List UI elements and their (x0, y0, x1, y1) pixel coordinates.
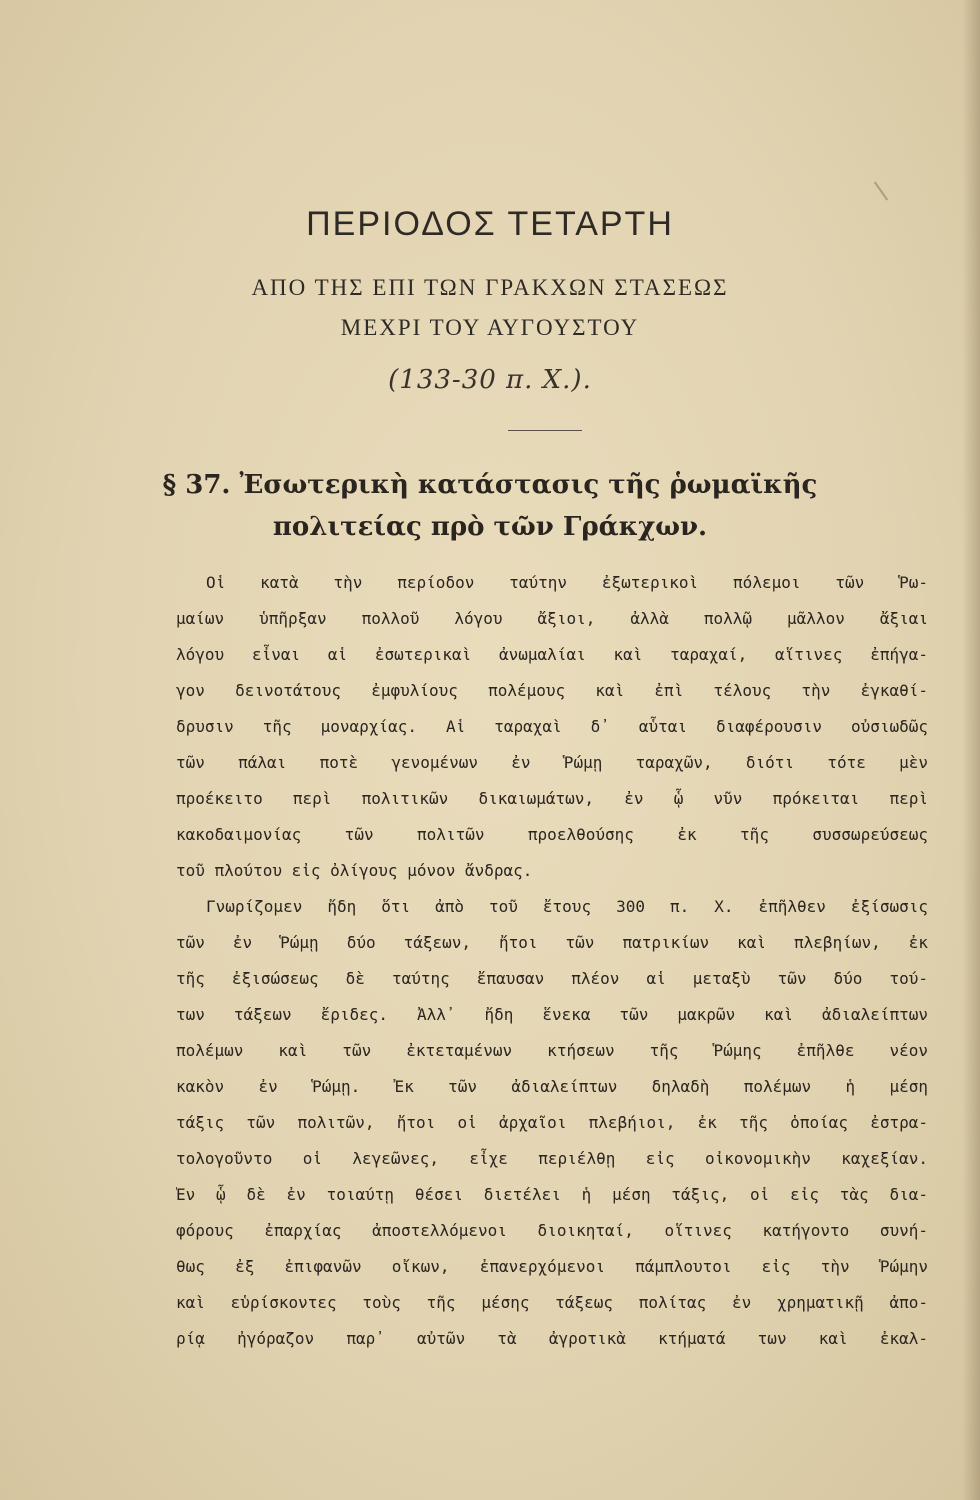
text-line: Γνωρίζομεν ἤδη ὅτι ἀπὸ τοῦ ἔτους 300 π. Χ. ἐπῆλθεν ἐξίσωσις (206, 897, 928, 916)
text-line: τάξις τῶν πολιτῶν, ἤτοι οἱ ἀρχαῖοι πλεβήιοι, ἐκ τῆς ὁποίας ἐστρα- (176, 1113, 928, 1132)
text-line: τοῦ πλούτου εἰς ὀλίγους μόνον ἄνδρας. (176, 861, 533, 880)
text-line: κακοδαιμονίας τῶν πολιτῶν προελθούσης ἐκ τῆς συσσωρεύσεως (176, 825, 928, 844)
text-line: κακὸν ἐν Ῥώμῃ. Ἐκ τῶν ἀδιαλείπτων δηλαδὴ πολέμων ἡ μέση (176, 1077, 928, 1096)
text-line: Ἐν ᾧ δὲ ἐν τοιαύτῃ θέσει διετέλει ἡ μέση τάξις, οἱ εἰς τὰς δια- (176, 1185, 928, 1204)
section-heading-line-1: § 37. Ἐσωτερικὴ κατάστασις τῆς ῥωμαϊκῆς (162, 470, 818, 500)
period-title: ΠΕΡΙΟΔΟΣ ΤΕΤΑΡΤΗ (306, 205, 674, 243)
text-line: καὶ εὑρίσκοντες τοὺς τῆς μέσης τάξεως πολίτας ἐν χρηματικῇ ἀπο- (176, 1293, 928, 1312)
text-line: προέκειτο περὶ πολιτικῶν δικαιωμάτων, ἐν ᾧ νῦν πρόκειται περὶ (176, 789, 928, 808)
period-dates: (133-30 π. Χ.). (388, 365, 592, 395)
text-line: λόγου εἶναι αἱ ἐσωτερικαὶ ἀνωμαλίαι καὶ ταραχαί, αἵτινες ἐπήγα- (176, 645, 928, 664)
stray-pen-mark (874, 181, 888, 200)
text-line: Οἱ κατὰ τὴν περίοδον ταύτην ἐξωτερικοὶ πόλεμοι τῶν Ῥω- (206, 573, 928, 592)
section-heading-line-2: πολιτείας πρὸ τῶν Γράκχων. (272, 512, 708, 542)
period-subtitle-line-2: ΜΕΧΡΙ ΤΟΥ ΑΥΓΟΥΣΤΟΥ (340, 315, 640, 340)
divider-rule (508, 430, 582, 431)
text-line: μαίων ὑπῆρξαν πολλοῦ λόγου ἄξιοι, ἀλλὰ πολλῷ μᾶλλον ἄξιαι (176, 609, 928, 628)
text-line: ρίᾳ ἠγόραζον παρ᾿ αὐτῶν τὰ ἀγροτικὰ κτήματά των καὶ ἐκαλ- (176, 1329, 928, 1348)
text-line: δρυσιν τῆς μοναρχίας. Αἱ ταραχαὶ δ᾿ αὗται διαφέρουσιν οὐσιωδῶς (176, 717, 928, 736)
text-line: τολογοῦντο οἱ λεγεῶνες, εἶχε περιέλθῃ εἰς οἰκονομικὴν καχεξίαν. (176, 1149, 928, 1168)
text-line: τῶν πάλαι ποτὲ γενομένων ἐν Ῥώμῃ ταραχῶν, διότι τότε μὲν (176, 753, 928, 772)
text-line: τῆς ἐξισώσεως δὲ ταύτης ἔπαυσαν πλέον αἱ μεταξὺ τῶν δύο τού- (176, 969, 928, 988)
text-line: θως ἐξ ἐπιφανῶν οἴκων, ἐπανερχόμενοι πάμπλουτοι εἰς τὴν Ῥώμην (176, 1257, 928, 1276)
text-line: πολέμων καὶ τῶν ἐκτεταμένων κτήσεων τῆς Ῥώμης ἐπῆλθε νέον (176, 1041, 928, 1060)
text-line: τῶν ἐν Ῥώμῃ δύο τάξεων, ἤτοι τῶν πατρικίων καὶ πλεβηίων, ἐκ (176, 933, 928, 952)
text-line: φόρους ἐπαρχίας ἀποστελλόμενοι διοικηταί, οἵτινες κατήγοντο συνή- (176, 1221, 928, 1240)
text-line: γον δεινοτάτους ἐμφυλίους πολέμους καὶ ἐπὶ τέλους τὴν ἐγκαθί- (176, 681, 928, 700)
period-subtitle-line-1: ΑΠΟ ΤΗΣ ΕΠΙ ΤΩΝ ΓΡΑΚΧΩΝ ΣΤΑΣΕΩΣ (251, 275, 729, 300)
body-text (176, 565, 928, 1357)
text-line: των τάξεων ἔριδες. Ἀλλ᾿ ἤδη ἕνεκα τῶν μακρῶν καὶ ἀδιαλείπτων (176, 1005, 928, 1024)
